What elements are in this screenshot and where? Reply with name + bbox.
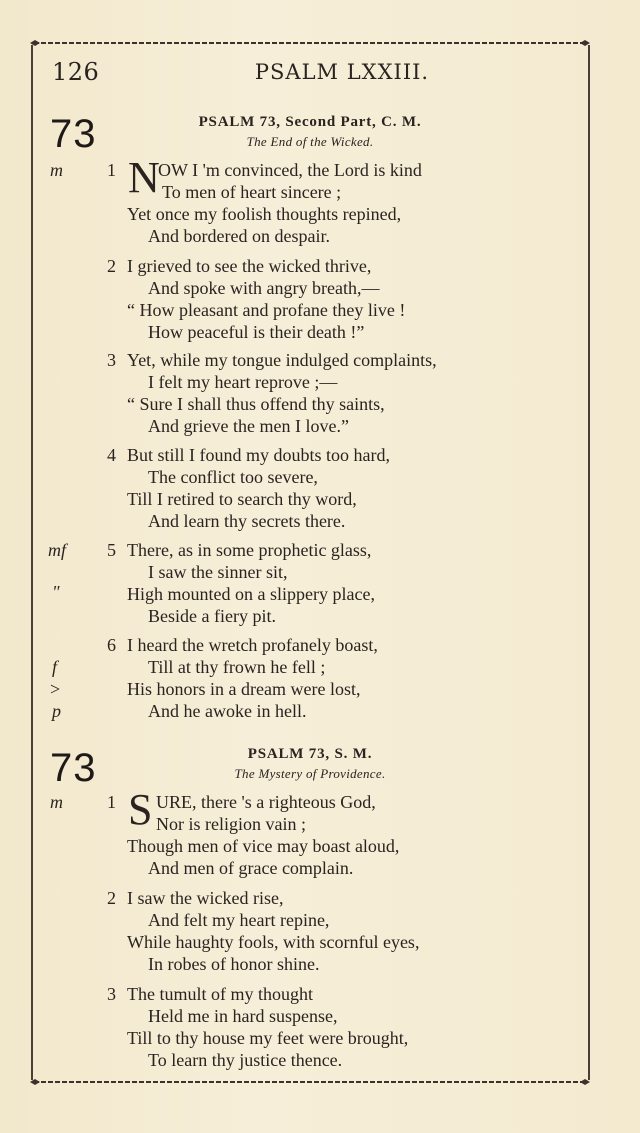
drop-cap: N	[128, 153, 160, 202]
psalm-number: 73	[50, 112, 97, 156]
psalm-subheading: The Mystery of Providence.	[234, 766, 386, 781]
stanza-number: 2	[107, 256, 116, 276]
verse-line: I heard the wretch profanely boast,	[127, 635, 378, 655]
dynamic-marking: mf	[48, 540, 66, 560]
verse-line: To learn thy justice thence.	[148, 1050, 343, 1070]
verse-line: Yet once my foolish thoughts repined,	[127, 204, 402, 224]
verse-line: And spoke with angry breath,—	[148, 278, 380, 298]
bottom-ornamental-rule	[30, 1079, 590, 1085]
verse-line: While haughty fools, with scornful eyes,	[127, 932, 420, 952]
verse-line: Held me in hard suspense,	[148, 1006, 338, 1026]
verse-line: High mounted on a slippery place,	[127, 584, 375, 604]
stanza-number: 3	[107, 350, 116, 370]
verse-line: There, as in some prophetic glass,	[127, 540, 372, 560]
page-header	[52, 58, 572, 88]
verse-line: Till to thy house my feet were brought,	[127, 1028, 409, 1048]
verse-line: The conflict too severe,	[148, 467, 318, 487]
verse-line: I saw the sinner sit,	[148, 562, 288, 582]
verse-line: Beside a fiery pit.	[148, 606, 276, 626]
stanza-number: 6	[107, 635, 116, 655]
dynamic-marking: m	[50, 792, 63, 812]
verse-line: In robes of honor shine.	[148, 954, 320, 974]
verse-line: The tumult of my thought	[127, 984, 313, 1004]
verse-line: “ Sure I shall thus offend thy saints,	[127, 394, 385, 414]
verse-line: And bordered on despair.	[148, 226, 330, 246]
verse-line: His honors in a dream were lost,	[127, 679, 361, 699]
verse-line: But still I found my doubts too hard,	[127, 445, 390, 465]
verse-line: OW I 'm convinced, the Lord is kind	[158, 160, 422, 180]
verse-line: I felt my heart reprove ;—	[148, 372, 338, 392]
decrescendo-marking: >	[50, 679, 61, 699]
verse-line: And felt my heart repine,	[148, 910, 330, 930]
page-number: 126	[52, 58, 100, 86]
verse-line: And he awoke in hell.	[148, 701, 307, 721]
verse-line: And learn thy secrets there.	[148, 511, 346, 531]
ditto-marking: "	[52, 582, 60, 602]
verse-line: Though men of vice may boast aloud,	[127, 836, 400, 856]
drop-cap: S	[128, 785, 153, 834]
dynamic-marking: f	[52, 657, 58, 677]
dynamic-marking: p	[52, 701, 61, 721]
stanza-number: 1	[107, 160, 116, 180]
running-title: PSALM LXXIII.	[254, 60, 430, 84]
stanza-number: 2	[107, 888, 116, 908]
verse-line: Till I retired to search thy word,	[127, 489, 357, 509]
left-border-rule	[31, 45, 33, 1080]
psalm-number: 73	[50, 746, 97, 790]
dynamic-marking: m	[50, 160, 63, 180]
verse-line: “ How pleasant and profane they live !	[127, 300, 406, 320]
verse-line: URE, there 's a righteous God,	[156, 792, 376, 812]
psalm-subheading: The End of the Wicked.	[246, 134, 374, 149]
right-border-rule	[588, 45, 590, 1080]
verse-line: How peaceful is their death !”	[148, 322, 365, 342]
verse-line: And men of grace complain.	[148, 858, 354, 878]
stanza-number: 4	[107, 445, 116, 465]
top-ornamental-rule	[30, 40, 590, 46]
psalm-heading: PSALM 73, Second Part, C. M.	[198, 114, 422, 130]
verse-line: To men of heart sincere ;	[162, 182, 342, 202]
verse-line: Yet, while my tongue indulged complaints,	[127, 350, 437, 370]
psalm-heading: PSALM 73, S. M.	[247, 746, 373, 762]
verse-line: Till at thy frown he fell ;	[148, 657, 326, 677]
verse-line: I grieved to see the wicked thrive,	[127, 256, 372, 276]
verse-line: I saw the wicked rise,	[127, 888, 284, 908]
verse-line: And grieve the men I love.”	[148, 416, 349, 436]
verse-line: Nor is religion vain ;	[156, 814, 306, 834]
stanza-number: 3	[107, 984, 116, 1004]
stanza-number: 5	[107, 540, 116, 560]
stanza-number: 1	[107, 792, 116, 812]
